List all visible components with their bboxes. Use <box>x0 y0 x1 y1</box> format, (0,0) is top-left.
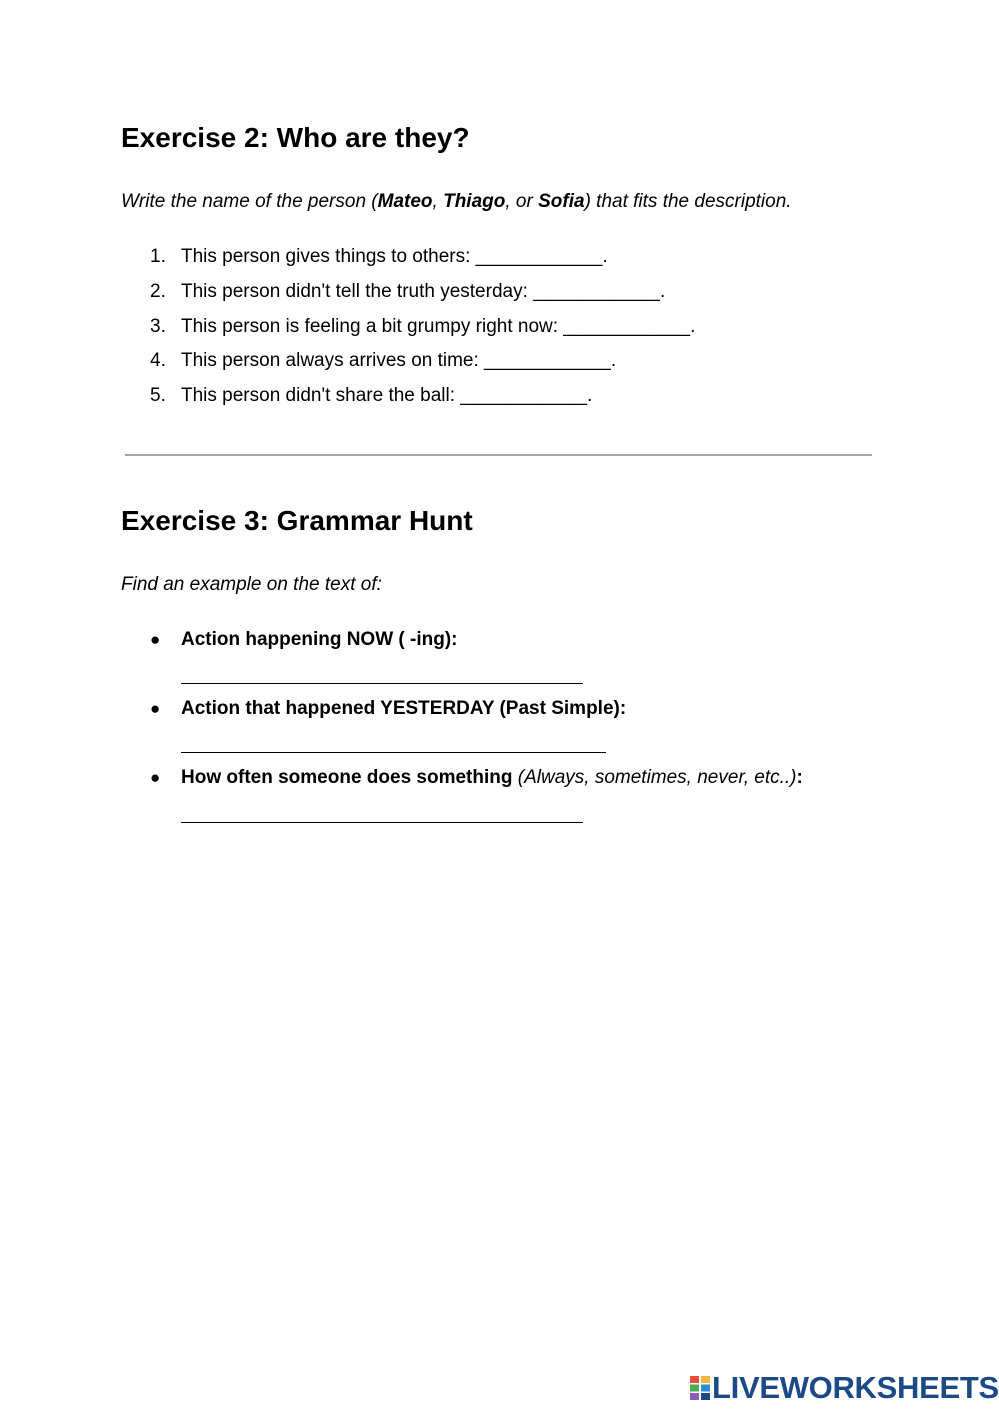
answer-line-yesterday[interactable] <box>181 752 606 753</box>
exercise-2-title: Exercise 2: Who are they? <box>121 122 470 153</box>
bullet-icon: ● <box>150 768 161 787</box>
question-text: This person didn't tell the truth yesterday: ____________. <box>181 280 666 302</box>
exercise-2-instruction: Write the name of the person (Mateo, Thiago, or Sofia) that fits the description. <box>121 191 792 212</box>
item-end: : <box>796 767 803 788</box>
question-text: This person didn't share the ball: ____________. <box>181 385 593 406</box>
question-text: This person is feeling a bit grumpy right now: ____________. <box>181 315 696 337</box>
brand-name: LIVEWORKSHEETS <box>712 1370 999 1405</box>
liveworksheets-logo-icon <box>690 1376 710 1400</box>
exercise-3-title: Exercise 3: Grammar Hunt <box>121 505 473 536</box>
question-number: 4. <box>150 350 166 372</box>
question-number: 3. <box>150 315 166 337</box>
liveworksheets-brand[interactable] <box>690 1372 999 1404</box>
question-item[interactable] <box>150 384 695 419</box>
section-divider <box>125 454 872 456</box>
item-label: How often someone does something <box>181 767 513 788</box>
question-text: This person gives things to others: ____________. <box>181 246 608 267</box>
name-thiago: Thiago <box>443 191 506 212</box>
exercise-2-question-list <box>150 245 695 419</box>
question-item[interactable] <box>150 245 695 280</box>
question-number: 5. <box>150 385 166 406</box>
answer-line-frequency[interactable] <box>181 822 583 823</box>
bullet-icon: ● <box>150 630 161 649</box>
question-item[interactable] <box>150 315 695 350</box>
question-number: 2. <box>150 280 166 302</box>
name-mateo: Mateo <box>377 191 433 212</box>
item-note: (Always, sometimes, never, etc..) <box>512 767 797 788</box>
question-text: This person always arrives on time: ____________. <box>181 350 617 372</box>
exercise-3-instruction: Find an example on the text of: <box>121 574 382 595</box>
item-label: Action happening NOW ( -ing): <box>181 629 458 650</box>
question-item[interactable] <box>150 280 695 315</box>
grammar-hunt-item-frequency <box>150 766 803 790</box>
name-sofia: Sofia <box>538 191 585 212</box>
item-label: Action that happened YESTERDAY (Past Simple): <box>181 698 627 719</box>
grammar-hunt-item-now <box>150 628 458 652</box>
question-number: 1. <box>150 246 166 267</box>
grammar-hunt-item-yesterday <box>150 697 626 721</box>
bullet-icon: ● <box>150 699 161 718</box>
question-item[interactable] <box>150 349 695 384</box>
answer-line-now[interactable] <box>181 683 583 684</box>
